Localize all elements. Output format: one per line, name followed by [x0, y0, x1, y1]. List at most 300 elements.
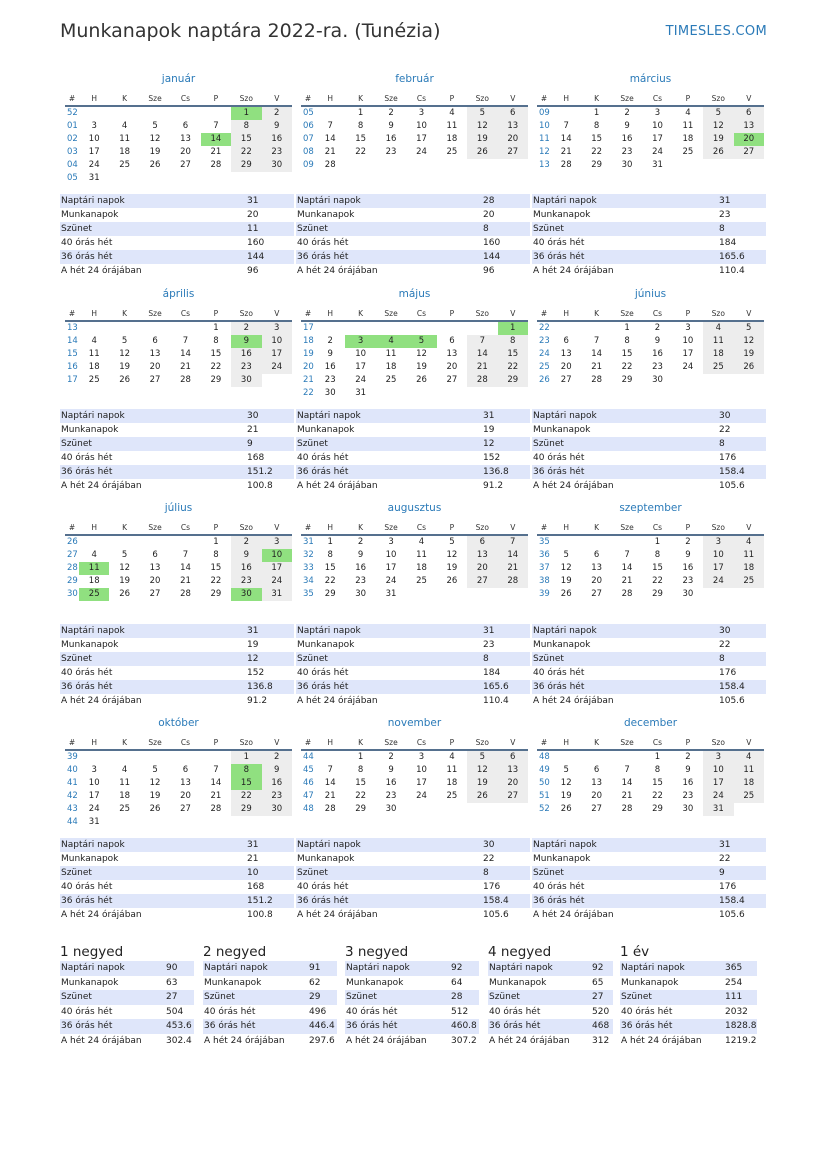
- day-cell[interactable]: 12: [149, 778, 161, 788]
- day-cell[interactable]: 24: [385, 576, 397, 586]
- day-cell[interactable]: 30: [385, 804, 397, 814]
- day-cell[interactable]: 15: [355, 778, 367, 788]
- day-cell[interactable]: 14: [180, 563, 191, 573]
- day-cell[interactable]: 22: [652, 791, 663, 801]
- day-cell[interactable]: 7: [327, 121, 333, 131]
- day-cell[interactable]: 13: [180, 778, 191, 788]
- day-cell[interactable]: 25: [446, 791, 458, 801]
- day-cell[interactable]: 24: [355, 375, 367, 385]
- day-cell[interactable]: 24: [262, 361, 292, 374]
- day-cell[interactable]: 3: [388, 537, 394, 547]
- day-cell[interactable]: 1: [231, 106, 261, 120]
- day-cell[interactable]: 14: [210, 778, 222, 788]
- day-cell[interactable]: 12: [119, 349, 131, 359]
- day-cell[interactable]: 13: [498, 764, 528, 777]
- day-cell[interactable]: 27: [467, 575, 497, 588]
- day-cell[interactable]: 19: [119, 362, 131, 372]
- day-cell[interactable]: 9: [357, 550, 364, 560]
- day-cell[interactable]: 9: [327, 349, 333, 359]
- day-cell[interactable]: 22: [210, 576, 222, 586]
- day-cell[interactable]: 1: [593, 108, 600, 118]
- day-cell[interactable]: 12: [467, 120, 497, 133]
- day-cell[interactable]: 9: [654, 336, 661, 346]
- day-cell[interactable]: 27: [180, 804, 191, 814]
- day-cell[interactable]: 8: [231, 764, 261, 777]
- day-cell[interactable]: 14: [498, 549, 528, 562]
- day-cell[interactable]: 16: [262, 777, 292, 790]
- day-cell[interactable]: 20: [180, 791, 191, 801]
- day-cell[interactable]: 15: [621, 349, 633, 359]
- day-cell[interactable]: 29: [355, 804, 367, 814]
- day-cell[interactable]: 1: [654, 752, 661, 762]
- day-cell[interactable]: 15: [324, 563, 336, 573]
- day-cell[interactable]: 3: [685, 323, 691, 333]
- day-cell[interactable]: 1: [357, 108, 364, 118]
- day-cell[interactable]: 17: [703, 777, 733, 790]
- day-cell[interactable]: 11: [119, 134, 131, 144]
- day-cell[interactable]: 14: [591, 349, 603, 359]
- day-cell[interactable]: 29: [231, 803, 261, 816]
- day-cell[interactable]: 12: [467, 764, 497, 777]
- day-cell[interactable]: 28: [560, 160, 572, 170]
- day-cell[interactable]: 17: [385, 563, 397, 573]
- day-cell[interactable]: 15: [591, 134, 603, 144]
- day-cell[interactable]: 8: [654, 765, 661, 775]
- day-cell[interactable]: 7: [467, 335, 497, 348]
- day-cell[interactable]: 10: [682, 336, 694, 346]
- day-cell[interactable]: 11: [385, 349, 397, 359]
- day-cell[interactable]: 23: [621, 147, 633, 157]
- day-cell[interactable]: 4: [376, 335, 406, 348]
- day-cell[interactable]: 30: [621, 160, 633, 170]
- day-cell[interactable]: 20: [498, 777, 528, 790]
- day-cell[interactable]: 20: [149, 362, 161, 372]
- day-cell[interactable]: 27: [149, 589, 161, 599]
- day-cell[interactable]: 21: [560, 147, 572, 157]
- day-cell[interactable]: 3: [91, 765, 97, 775]
- day-cell[interactable]: 6: [498, 106, 528, 120]
- day-cell[interactable]: 22: [621, 362, 633, 372]
- day-cell[interactable]: 16: [682, 778, 694, 788]
- day-cell[interactable]: 29: [591, 160, 603, 170]
- day-cell[interactable]: 14: [324, 778, 336, 788]
- day-cell[interactable]: 20: [560, 362, 572, 372]
- day-cell[interactable]: 16: [324, 362, 336, 372]
- day-cell[interactable]: 27: [560, 375, 572, 385]
- day-cell[interactable]: 2: [231, 535, 261, 549]
- day-cell[interactable]: 7: [213, 121, 219, 131]
- day-cell[interactable]: 4: [121, 765, 128, 775]
- day-cell[interactable]: 3: [654, 108, 661, 118]
- day-cell[interactable]: 2: [231, 321, 261, 335]
- day-cell[interactable]: 29: [621, 375, 633, 385]
- day-cell[interactable]: 9: [262, 120, 292, 133]
- day-cell[interactable]: 21: [210, 147, 222, 157]
- day-cell[interactable]: 23: [231, 361, 261, 374]
- day-cell[interactable]: 27: [591, 589, 603, 599]
- day-cell[interactable]: 7: [498, 535, 528, 549]
- day-cell[interactable]: 10: [703, 549, 733, 562]
- day-cell[interactable]: 3: [703, 750, 733, 764]
- day-cell[interactable]: 7: [563, 121, 569, 131]
- day-cell[interactable]: 8: [498, 335, 528, 348]
- day-cell[interactable]: 25: [119, 160, 131, 170]
- day-cell[interactable]: 14: [467, 348, 497, 361]
- day-cell[interactable]: 19: [560, 576, 572, 586]
- day-cell[interactable]: 2: [388, 108, 394, 118]
- day-cell[interactable]: 1: [624, 323, 630, 333]
- day-cell[interactable]: 6: [182, 121, 189, 131]
- day-cell[interactable]: 9: [231, 335, 261, 348]
- day-cell[interactable]: 2: [685, 537, 691, 547]
- day-cell[interactable]: 26: [149, 804, 161, 814]
- day-cell[interactable]: 3: [418, 752, 425, 762]
- day-cell[interactable]: 25: [446, 147, 458, 157]
- day-cell[interactable]: 8: [231, 120, 261, 133]
- day-cell[interactable]: 21: [498, 562, 528, 575]
- day-cell[interactable]: 4: [418, 537, 425, 547]
- day-cell[interactable]: 11: [446, 121, 458, 131]
- day-cell[interactable]: 17: [262, 348, 292, 361]
- day-cell[interactable]: 7: [182, 336, 189, 346]
- day-cell[interactable]: 26: [119, 589, 131, 599]
- day-cell[interactable]: 15: [210, 349, 222, 359]
- day-cell[interactable]: 27: [149, 375, 161, 385]
- day-cell[interactable]: 6: [467, 535, 497, 549]
- day-cell[interactable]: 10: [652, 121, 663, 131]
- day-cell[interactable]: 30: [682, 804, 694, 814]
- day-cell[interactable]: 1: [213, 537, 219, 547]
- day-cell[interactable]: 25: [416, 576, 427, 586]
- day-cell[interactable]: 18: [416, 563, 427, 573]
- day-cell[interactable]: 30: [355, 589, 367, 599]
- day-cell[interactable]: 28: [324, 804, 336, 814]
- day-cell[interactable]: 6: [563, 336, 569, 346]
- day-cell[interactable]: 9: [388, 121, 394, 131]
- day-cell[interactable]: 14: [324, 134, 336, 144]
- day-cell[interactable]: 2: [327, 336, 333, 346]
- day-cell[interactable]: 25: [119, 804, 131, 814]
- day-cell[interactable]: 28: [467, 374, 497, 387]
- day-cell[interactable]: 3: [91, 121, 97, 131]
- day-cell[interactable]: 30: [652, 375, 663, 385]
- day-cell[interactable]: 15: [355, 134, 367, 144]
- day-cell[interactable]: 27: [446, 375, 458, 385]
- day-cell[interactable]: 2: [357, 537, 364, 547]
- day-cell[interactable]: 16: [355, 563, 367, 573]
- day-cell[interactable]: 18: [385, 362, 397, 372]
- day-cell[interactable]: 8: [213, 550, 219, 560]
- day-cell[interactable]: 2: [262, 106, 292, 120]
- day-cell[interactable]: 5: [121, 550, 128, 560]
- day-cell[interactable]: 2: [685, 752, 691, 762]
- day-cell[interactable]: 22: [231, 790, 261, 803]
- day-cell[interactable]: 21: [180, 362, 191, 372]
- day-cell[interactable]: 22: [355, 147, 367, 157]
- day-cell[interactable]: 5: [563, 765, 569, 775]
- day-cell[interactable]: 22: [355, 791, 367, 801]
- day-cell[interactable]: 7: [327, 765, 333, 775]
- day-cell[interactable]: 11: [446, 765, 458, 775]
- day-cell[interactable]: 29: [652, 589, 663, 599]
- day-cell[interactable]: 18: [446, 134, 458, 144]
- day-cell[interactable]: 12: [446, 550, 458, 560]
- day-cell[interactable]: 24: [652, 147, 663, 157]
- day-cell[interactable]: 5: [121, 336, 128, 346]
- day-cell[interactable]: 3: [262, 535, 292, 549]
- day-cell[interactable]: 21: [467, 361, 497, 374]
- day-cell[interactable]: 27: [734, 146, 764, 159]
- day-cell[interactable]: 6: [734, 106, 764, 120]
- day-cell[interactable]: 26: [560, 589, 572, 599]
- day-cell[interactable]: 12: [560, 563, 572, 573]
- day-cell[interactable]: 27: [498, 790, 528, 803]
- day-cell[interactable]: 24: [703, 790, 733, 803]
- day-cell[interactable]: 24: [416, 147, 427, 157]
- day-cell[interactable]: 23: [355, 576, 367, 586]
- day-cell[interactable]: 17: [262, 562, 292, 575]
- day-cell[interactable]: 6: [152, 336, 158, 346]
- day-cell[interactable]: 28: [621, 804, 633, 814]
- day-cell[interactable]: 29: [324, 589, 336, 599]
- day-cell[interactable]: 14: [560, 134, 572, 144]
- day-cell[interactable]: 7: [624, 765, 630, 775]
- day-cell[interactable]: 6: [152, 550, 158, 560]
- day-cell[interactable]: 28: [210, 160, 222, 170]
- day-cell[interactable]: 12: [703, 120, 733, 133]
- day-cell[interactable]: 19: [416, 362, 427, 372]
- day-cell[interactable]: 24: [262, 575, 292, 588]
- day-cell[interactable]: 13: [591, 563, 603, 573]
- day-cell[interactable]: 1: [213, 323, 219, 333]
- day-cell[interactable]: 25: [682, 147, 694, 157]
- day-cell[interactable]: 20: [180, 147, 191, 157]
- day-cell[interactable]: 5: [406, 335, 436, 348]
- day-cell[interactable]: 20: [446, 362, 458, 372]
- day-cell[interactable]: 23: [682, 576, 694, 586]
- day-cell[interactable]: 22: [210, 362, 222, 372]
- day-cell[interactable]: 10: [262, 549, 292, 562]
- day-cell[interactable]: 21: [621, 576, 633, 586]
- day-cell[interactable]: 18: [446, 778, 458, 788]
- brand-link[interactable]: TIMESLES.COM: [665, 24, 767, 39]
- day-cell[interactable]: 24: [88, 804, 100, 814]
- day-cell[interactable]: 20: [498, 133, 528, 146]
- day-cell[interactable]: 21: [591, 362, 603, 372]
- day-cell[interactable]: 6: [182, 765, 189, 775]
- day-cell[interactable]: 21: [324, 147, 336, 157]
- day-cell[interactable]: 5: [467, 750, 497, 764]
- day-cell[interactable]: 24: [88, 160, 100, 170]
- day-cell[interactable]: 30: [231, 588, 261, 601]
- day-cell[interactable]: 18: [682, 134, 694, 144]
- day-cell[interactable]: 24: [703, 575, 733, 588]
- day-cell[interactable]: 17: [703, 562, 733, 575]
- day-cell[interactable]: 29: [210, 375, 222, 385]
- day-cell[interactable]: 18: [734, 562, 764, 575]
- day-cell[interactable]: 3: [703, 535, 733, 549]
- day-cell[interactable]: 1: [357, 752, 364, 762]
- day-cell[interactable]: 20: [734, 133, 764, 146]
- day-cell[interactable]: 10: [88, 134, 100, 144]
- day-cell[interactable]: 18: [119, 147, 131, 157]
- day-cell[interactable]: 5: [467, 106, 497, 120]
- day-cell[interactable]: 17: [416, 778, 427, 788]
- day-cell[interactable]: 2: [624, 108, 630, 118]
- day-cell[interactable]: 26: [734, 361, 764, 374]
- day-cell[interactable]: 6: [449, 336, 455, 346]
- day-cell[interactable]: 26: [416, 375, 427, 385]
- day-cell[interactable]: 26: [149, 160, 161, 170]
- day-cell[interactable]: 10: [262, 335, 292, 348]
- day-cell[interactable]: 16: [262, 133, 292, 146]
- day-cell[interactable]: 5: [734, 321, 764, 335]
- day-cell[interactable]: 23: [682, 791, 694, 801]
- day-cell[interactable]: 7: [624, 550, 630, 560]
- day-cell[interactable]: 19: [467, 133, 497, 146]
- day-cell[interactable]: 23: [324, 375, 336, 385]
- day-cell[interactable]: 31: [652, 160, 663, 170]
- day-cell[interactable]: 20: [591, 576, 603, 586]
- day-cell[interactable]: 25: [385, 375, 397, 385]
- day-cell[interactable]: 10: [416, 765, 427, 775]
- day-cell[interactable]: 16: [231, 348, 261, 361]
- day-cell[interactable]: 12: [416, 349, 427, 359]
- day-cell[interactable]: 7: [213, 765, 219, 775]
- day-cell[interactable]: 20: [149, 576, 161, 586]
- day-cell[interactable]: 3: [418, 108, 425, 118]
- day-cell[interactable]: 10: [416, 121, 427, 131]
- day-cell[interactable]: 31: [703, 803, 733, 816]
- day-cell[interactable]: 31: [355, 388, 367, 398]
- day-cell[interactable]: 3: [345, 335, 375, 348]
- day-cell[interactable]: 10: [703, 764, 733, 777]
- day-cell[interactable]: 15: [652, 563, 663, 573]
- day-cell[interactable]: 11: [416, 550, 427, 560]
- day-cell[interactable]: 1: [327, 537, 333, 547]
- day-cell[interactable]: 27: [180, 160, 191, 170]
- day-cell[interactable]: 2: [654, 323, 661, 333]
- day-cell[interactable]: 5: [152, 765, 158, 775]
- day-cell[interactable]: 30: [262, 803, 292, 816]
- day-cell[interactable]: 17: [88, 147, 100, 157]
- day-cell[interactable]: 24: [416, 791, 427, 801]
- day-cell[interactable]: 30: [262, 159, 292, 172]
- day-cell[interactable]: 28: [180, 375, 191, 385]
- day-cell[interactable]: 21: [324, 791, 336, 801]
- day-cell[interactable]: 6: [498, 750, 528, 764]
- day-cell[interactable]: 7: [593, 336, 600, 346]
- day-cell[interactable]: 1: [231, 750, 261, 764]
- day-cell[interactable]: 16: [621, 134, 633, 144]
- day-cell[interactable]: 13: [560, 349, 572, 359]
- day-cell[interactable]: 21: [210, 791, 222, 801]
- day-cell[interactable]: 8: [654, 550, 661, 560]
- day-cell[interactable]: 29: [231, 159, 261, 172]
- day-cell[interactable]: 5: [449, 537, 455, 547]
- day-cell[interactable]: 15: [652, 778, 663, 788]
- day-cell[interactable]: 8: [624, 336, 630, 346]
- day-cell[interactable]: 9: [685, 765, 691, 775]
- day-cell[interactable]: 16: [231, 562, 261, 575]
- day-cell[interactable]: 18: [88, 362, 100, 372]
- day-cell[interactable]: 14: [621, 563, 633, 573]
- day-cell[interactable]: 25: [734, 575, 764, 588]
- day-cell[interactable]: 9: [624, 121, 630, 131]
- day-cell[interactable]: 14: [180, 349, 191, 359]
- day-cell[interactable]: 4: [121, 121, 128, 131]
- day-cell[interactable]: 13: [498, 120, 528, 133]
- day-cell[interactable]: 13: [446, 349, 458, 359]
- day-cell[interactable]: 1: [498, 321, 528, 335]
- day-cell[interactable]: 25: [88, 375, 100, 385]
- day-cell[interactable]: 26: [560, 804, 572, 814]
- day-cell[interactable]: 21: [180, 576, 191, 586]
- day-cell[interactable]: 11: [734, 764, 764, 777]
- day-cell[interactable]: 17: [652, 134, 663, 144]
- day-cell[interactable]: 26: [467, 790, 497, 803]
- day-cell[interactable]: 9: [262, 764, 292, 777]
- day-cell[interactable]: 12: [734, 335, 764, 348]
- day-cell[interactable]: 19: [149, 147, 161, 157]
- day-cell[interactable]: 26: [467, 146, 497, 159]
- day-cell[interactable]: 16: [385, 134, 397, 144]
- day-cell[interactable]: 22: [324, 576, 336, 586]
- day-cell[interactable]: 12: [560, 778, 572, 788]
- day-cell[interactable]: 31: [88, 173, 100, 183]
- day-cell[interactable]: 22: [652, 576, 663, 586]
- day-cell[interactable]: 29: [210, 589, 222, 599]
- day-cell[interactable]: 23: [262, 790, 292, 803]
- day-cell[interactable]: 28: [324, 160, 336, 170]
- day-cell[interactable]: 21: [621, 791, 633, 801]
- day-cell[interactable]: 18: [703, 348, 733, 361]
- day-cell[interactable]: 23: [231, 575, 261, 588]
- day-cell[interactable]: 23: [385, 791, 397, 801]
- day-cell[interactable]: 23: [652, 362, 663, 372]
- day-cell[interactable]: 9: [231, 549, 261, 562]
- day-cell[interactable]: 13: [149, 563, 161, 573]
- day-cell[interactable]: 12: [149, 134, 161, 144]
- day-cell[interactable]: 14: [201, 133, 231, 146]
- day-cell[interactable]: 22: [231, 146, 261, 159]
- day-cell[interactable]: 25: [79, 588, 109, 601]
- day-cell[interactable]: 5: [152, 121, 158, 131]
- day-cell[interactable]: 10: [385, 550, 397, 560]
- day-cell[interactable]: 15: [210, 563, 222, 573]
- day-cell[interactable]: 30: [231, 374, 261, 387]
- day-cell[interactable]: 18: [88, 576, 100, 586]
- day-cell[interactable]: 22: [498, 361, 528, 374]
- day-cell[interactable]: 13: [467, 549, 497, 562]
- day-cell[interactable]: 17: [682, 349, 694, 359]
- day-cell[interactable]: 27: [498, 146, 528, 159]
- day-cell[interactable]: 27: [591, 804, 603, 814]
- day-cell[interactable]: 31: [262, 588, 292, 601]
- day-cell[interactable]: 31: [88, 817, 100, 827]
- day-cell[interactable]: 28: [180, 589, 191, 599]
- day-cell[interactable]: 25: [703, 361, 733, 374]
- day-cell[interactable]: 11: [79, 562, 109, 575]
- day-cell[interactable]: 28: [498, 575, 528, 588]
- day-cell[interactable]: 4: [703, 321, 733, 335]
- day-cell[interactable]: 8: [593, 121, 600, 131]
- day-cell[interactable]: 15: [231, 133, 261, 146]
- day-cell[interactable]: 28: [591, 375, 603, 385]
- day-cell[interactable]: 1: [654, 537, 661, 547]
- day-cell[interactable]: 19: [446, 563, 458, 573]
- day-cell[interactable]: 17: [88, 791, 100, 801]
